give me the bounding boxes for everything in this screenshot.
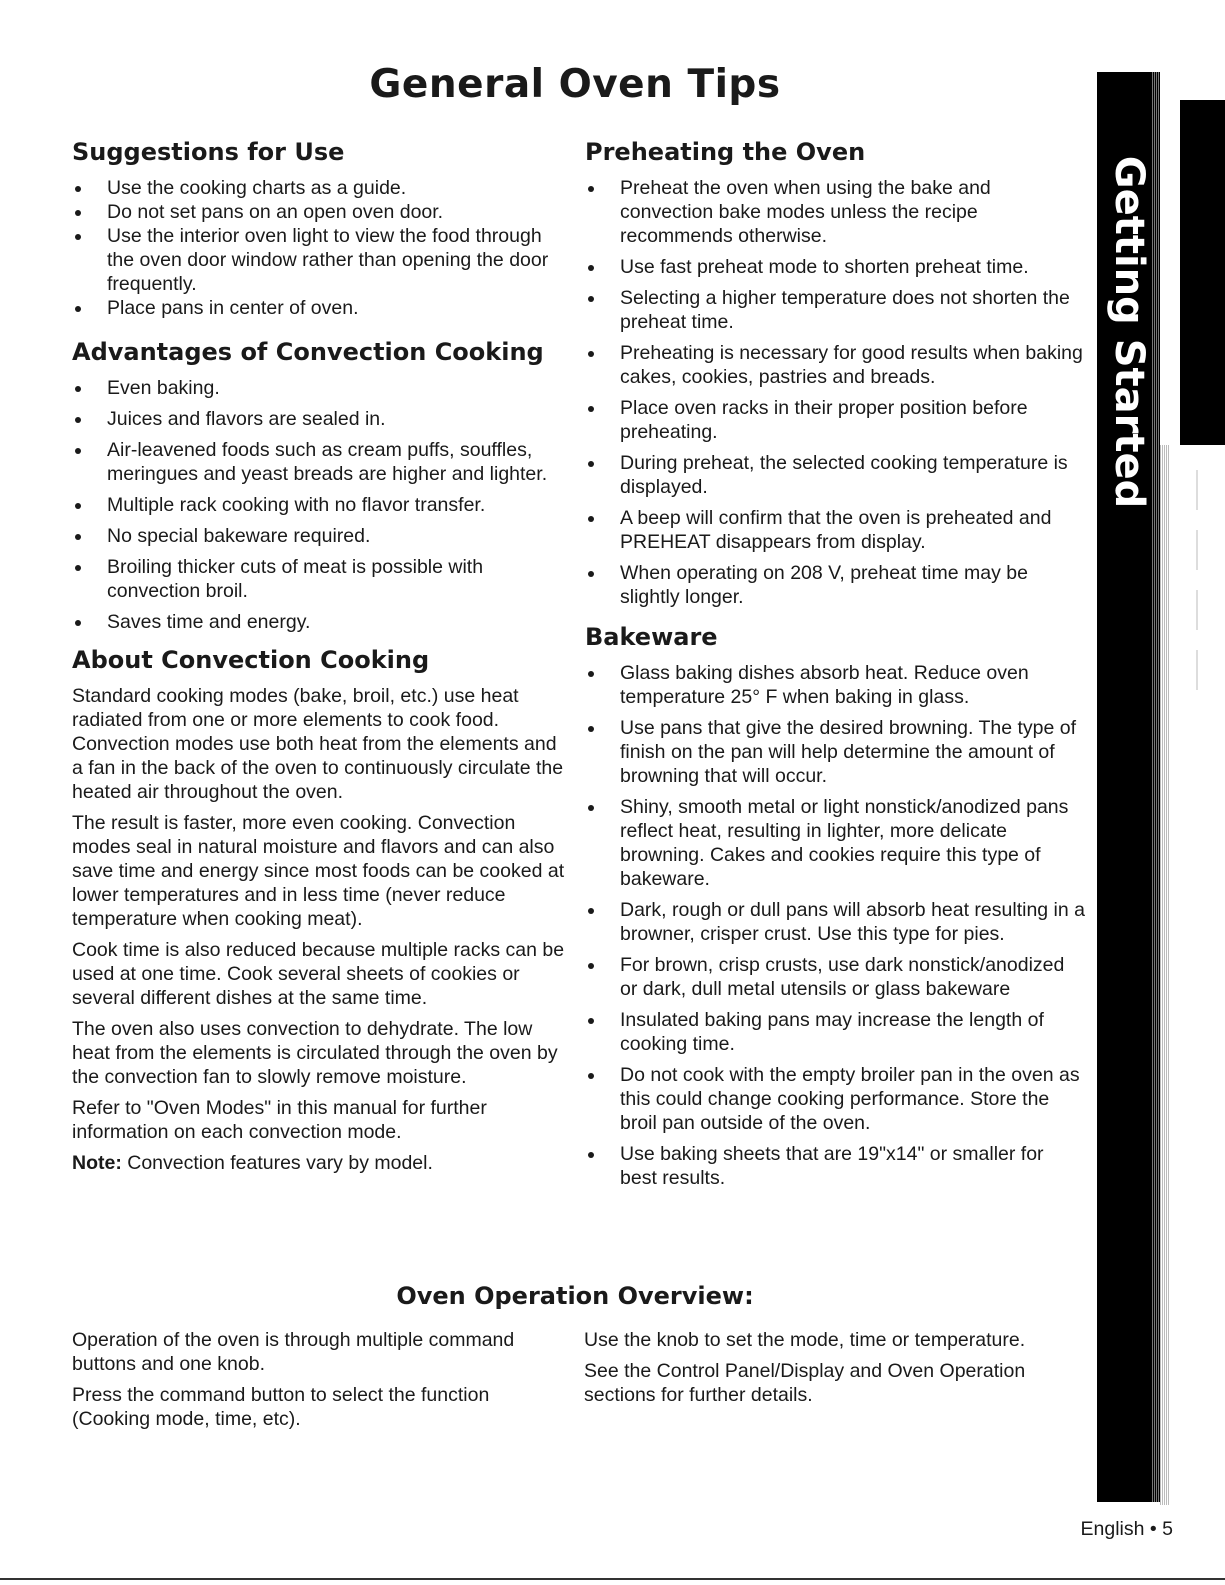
advantages-list	[72, 376, 567, 634]
right-column	[585, 134, 1085, 1198]
section-tab-label-box	[1099, 155, 1159, 509]
list-item: Use the cooking charts as a guide.	[72, 176, 567, 200]
about-paragraph: Cook time is also reduced because multiple racks can be used at one time. Cook several sheets of cookies or several different dishes at the same time.	[72, 939, 565, 1009]
bottom-rule	[0, 1578, 1225, 1580]
list-item: Use pans that give the desired browning. The type of finish on the pan will help determine the amount of browning that will occur.	[585, 716, 1085, 788]
advantages-heading: Advantages of Convection Cooking	[72, 338, 544, 366]
overview-left	[72, 1328, 552, 1438]
list-item: A beep will confirm that the oven is preheated and PREHEAT disappears from display.	[585, 506, 1085, 554]
about-heading: About Convection Cooking	[72, 646, 430, 674]
list-item: Place oven racks in their proper position before preheating.	[585, 396, 1085, 444]
overview-paragraph: Use the knob to set the mode, time or temperature.	[584, 1329, 1026, 1351]
section-tab	[1097, 72, 1160, 1502]
list-item: Multiple rack cooking with no flavor transfer.	[72, 493, 567, 517]
list-item: During preheat, the selected cooking temperature is displayed.	[585, 451, 1085, 499]
edge-thumb-block	[1180, 100, 1225, 445]
overview-right	[584, 1328, 1064, 1414]
list-item: When operating on 208 V, preheat time may be slightly longer.	[585, 561, 1085, 609]
suggestions-heading: Suggestions for Use	[72, 138, 345, 166]
list-item: Use the interior oven light to view the food through the oven door window rather than opening the door frequently.	[72, 224, 567, 296]
page-footer: English • 5	[1080, 1518, 1173, 1540]
list-item: Glass baking dishes absorb heat. Reduce oven temperature 25° F when baking in glass.	[585, 661, 1085, 709]
preheating-list	[585, 176, 1085, 609]
bakeware-list	[585, 661, 1085, 1190]
list-item: Preheating is necessary for good results when baking cakes, cookies, pastries and breads.	[585, 341, 1085, 389]
list-item: Selecting a higher temperature does not shorten the preheat time.	[585, 286, 1085, 334]
about-paragraph: The result is faster, more even cooking. Convection modes seal in natural moisture and flavors and can also save time and energy since most foods can be cooked at lower temperatures and in less time (never reduce temperature when cooking meat).	[72, 812, 565, 930]
list-item: Even baking.	[72, 376, 567, 400]
overview-paragraph: See the Control Panel/Display and Oven Operation sections for further details.	[584, 1360, 1026, 1406]
list-item: Dark, rough or dull pans will absorb heat resulting in a browner, crisper crust. Use this type for pies.	[585, 898, 1085, 946]
list-item: Saves time and energy.	[72, 610, 567, 634]
preheating-heading: Preheating the Oven	[585, 138, 866, 166]
about-paragraph: Standard cooking modes (bake, broil, etc.) use heat radiated from one or more elements to cook food. Convection modes use both heat from the elements and a fan in the back of the oven to continuously circulate the heated air throughout the oven.	[72, 685, 564, 803]
list-item: Juices and flavors are sealed in.	[72, 407, 567, 431]
note-label: Note:	[72, 1152, 122, 1174]
list-item: Use baking sheets that are 19"x14" or smaller for best results.	[585, 1142, 1085, 1190]
section-tab-label: Getting Started	[1106, 155, 1153, 509]
edge-bleed-marks	[1186, 470, 1216, 770]
left-column	[72, 134, 567, 1182]
list-item: Use fast preheat mode to shorten preheat time.	[585, 255, 1085, 279]
list-item: Insulated baking pans may increase the length of cooking time.	[585, 1008, 1085, 1056]
list-item: Do not set pans on an open oven door.	[72, 200, 567, 224]
edge-stripe	[1160, 445, 1170, 1505]
bakeware-heading: Bakeware	[585, 623, 718, 651]
list-item: Preheat the oven when using the bake and convection bake modes unless the recipe recommends otherwise.	[585, 176, 1085, 248]
note-text: Convection features vary by model.	[121, 1152, 433, 1174]
list-item: Place pans in center of oven.	[72, 296, 567, 320]
list-item: Do not cook with the empty broiler pan in the oven as this could change cooking performance. Store the broil pan outside of the oven.	[585, 1063, 1085, 1135]
list-item: Shiny, smooth metal or light nonstick/anodized pans reflect heat, resulting in lighter, more delicate browning. Cakes and cookies require this type of bakeware.	[585, 795, 1085, 891]
about-paragraph: Refer to "Oven Modes" in this manual for further information on each convection mode.	[72, 1097, 487, 1143]
about-paragraph: The oven also uses convection to dehydrate. The low heat from the elements is circulated through the oven by the convection fan to slowly remove moisture.	[72, 1018, 558, 1088]
suggestions-list	[72, 176, 567, 320]
list-item: Air-leavened foods such as cream puffs, souffles, meringues and yeast breads are higher and lighter.	[72, 438, 567, 486]
note-paragraph	[72, 1151, 567, 1175]
list-item: Broiling thicker cuts of meat is possible with convection broil.	[72, 555, 567, 603]
overview-paragraph: Operation of the oven is through multiple command buttons and one knob.	[72, 1329, 515, 1375]
overview-paragraph: Press the command button to select the function (Cooking mode, time, etc).	[72, 1384, 490, 1430]
list-item: For brown, crisp crusts, use dark nonstick/anodized or dark, dull metal utensils or glass bakeware	[585, 953, 1085, 1001]
list-item: No special bakeware required.	[72, 524, 567, 548]
page-title: General Oven Tips	[369, 62, 781, 107]
overview-heading: Oven Operation Overview:	[396, 1282, 754, 1310]
